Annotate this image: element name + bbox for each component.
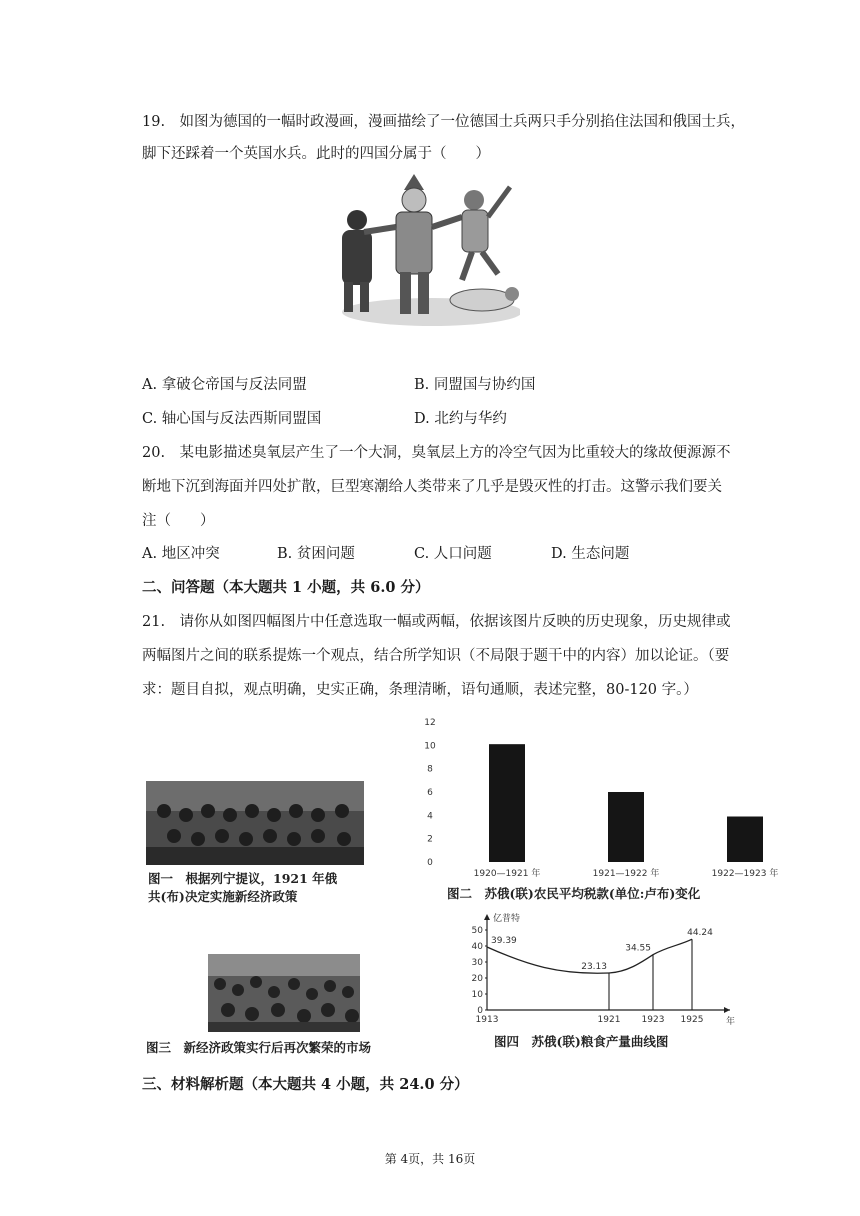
fig1-caption-line1: 图一 根据列宁提议，1921 年俄 xyxy=(148,871,338,886)
fig4-xtick-label: 1925 xyxy=(680,1015,704,1025)
fig4-ytick-label: 50 xyxy=(471,926,483,936)
q21-stem-line3: 求：题目自拟，观点明确，史实正确，条理清晰，语句通顺，表述完整，80-120 字。） xyxy=(142,682,698,698)
q19-option-c: C. 轴心国与反法西斯同盟国 xyxy=(142,411,322,427)
fig2-bar xyxy=(727,817,763,863)
fig4-xtick-label: 1921 xyxy=(597,1015,621,1025)
fig4-data-label: 23.13 xyxy=(581,961,607,972)
fig4-caption: 图四 苏俄(联)粮食产量曲线图 xyxy=(494,1034,669,1049)
fig2-xtick-label: 1922—1923 年 xyxy=(711,869,779,879)
fig4-ytick-label: 20 xyxy=(471,974,483,984)
fig4-ytick-label: 10 xyxy=(471,990,483,1000)
fig2-bar-chart xyxy=(420,712,790,882)
page-footer: 第 4页，共 16页 xyxy=(384,1152,476,1166)
q20-option-c: C. 人口问题 xyxy=(414,546,492,562)
q20-option-b: B. 贫困问题 xyxy=(277,546,355,562)
section-3-heading: 三、材料解析题（本大题共 4 小题，共 24.0 分） xyxy=(142,1076,469,1093)
fig2-ytick-label: 4 xyxy=(427,811,433,822)
q19-option-a: A. 拿破仑帝国与反法同盟 xyxy=(142,377,307,393)
q21-stem-line2: 两幅图片之间的联系提炼一个观点，结合所学知识（不局限于题干中的内容）加以论证。（要 xyxy=(142,648,730,664)
fig4-ytick-label: 0 xyxy=(477,1006,483,1016)
fig4-data-label: 39.39 xyxy=(491,935,517,946)
q20-stem-line2: 断地下沉到海面并四处扩散，巨型寒潮给人类带来了几乎是毁灭性的打击。这警示我们要关 xyxy=(142,479,722,495)
q21-stem-line1: 21. 请你从如图四幅图片中任意选取一幅或两幅，依据该图片反映的历史现象，历史规律或 xyxy=(142,614,731,630)
fig4-x-unit: 年 xyxy=(726,1017,736,1027)
fig4-data-label: 34.55 xyxy=(625,943,651,954)
fig1-caption-line2: 共(布)决定实施新经济政策 xyxy=(148,889,298,904)
fig4-ytick-label: 40 xyxy=(471,942,483,952)
q19-option-b: B. 同盟国与协约国 xyxy=(414,377,536,393)
fig2-ytick-label: 2 xyxy=(427,834,433,845)
q20-stem-line3: 注（ ） xyxy=(142,513,215,529)
fig4-xtick-label: 1913 xyxy=(475,1015,499,1025)
fig4-x-arrow xyxy=(724,1007,730,1013)
section-2-heading: 二、问答题（本大题共 1 小题，共 6.0 分） xyxy=(142,579,430,596)
fig1-photo xyxy=(146,781,364,865)
fig2-ytick-label: 12 xyxy=(424,718,436,728)
fig2-ytick-label: 10 xyxy=(424,741,436,752)
fig2-ytick-label: 8 xyxy=(427,764,433,775)
fig4-data-label: 44.24 xyxy=(687,928,713,939)
fig2-bar xyxy=(608,792,644,862)
fig4-y-unit: 亿普特 xyxy=(493,914,521,924)
fig4-y-arrow xyxy=(484,914,490,920)
q19-cartoon-image xyxy=(322,172,520,332)
fig2-xtick-label: 1920—1921 年 xyxy=(473,869,541,879)
fig3-caption: 图三 新经济政策实行后再次繁荣的市场 xyxy=(146,1040,372,1055)
q19-option-d: D. 北约与华约 xyxy=(414,411,507,427)
fig2-xtick-label: 1921—1922 年 xyxy=(592,869,660,879)
fig3-photo xyxy=(208,954,360,1032)
q19-stem-line2: 脚下还踩着一个英国水兵。此时的四国分属于（ ） xyxy=(142,146,490,162)
q19-stem-line1: 19. 如图为德国的一幅时政漫画，漫画描绘了一位德国士兵两只手分别掐住法国和俄国士兵， xyxy=(142,114,746,130)
q20-option-d: D. 生态问题 xyxy=(551,546,630,562)
q20-option-a: A. 地区冲突 xyxy=(142,546,220,562)
fig2-caption: 图二 苏俄(联)农民平均税款(单位:卢布)变化 xyxy=(447,886,701,901)
q20-stem-line1: 20. 某电影描述臭氧层产生了一个大洞，臭氧层上方的冷空气因为比重较大的缘故便源源不 xyxy=(142,445,731,461)
fig2-ytick-label: 0 xyxy=(427,858,433,868)
fig4-line-chart xyxy=(462,910,742,1028)
fig4-xtick-label: 1923 xyxy=(641,1015,665,1025)
fig2-ytick-label: 6 xyxy=(427,788,433,798)
fig2-bar xyxy=(489,744,525,862)
fig4-ytick-label: 30 xyxy=(471,958,483,968)
